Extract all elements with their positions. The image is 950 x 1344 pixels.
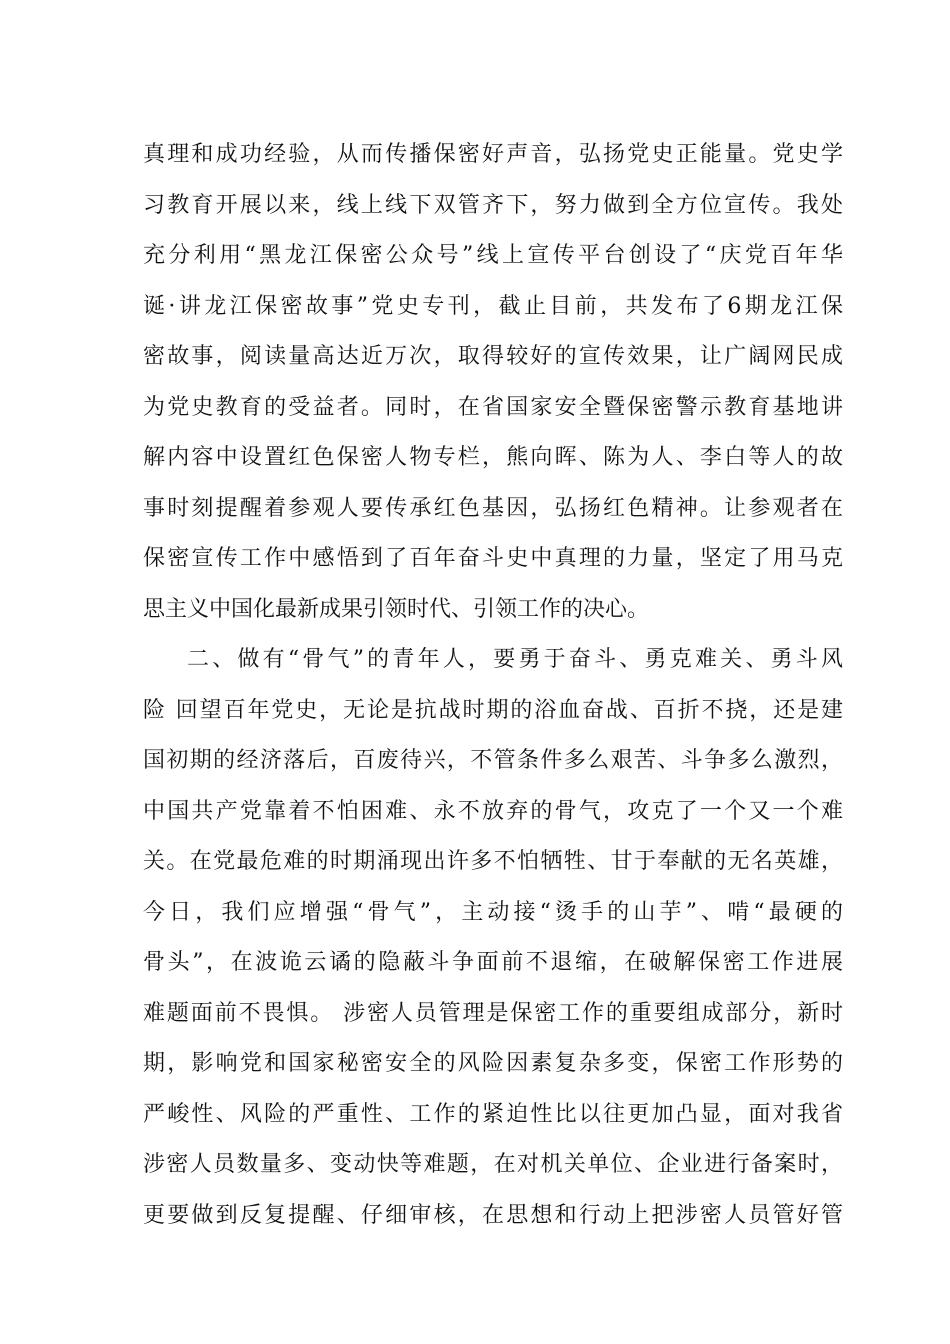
text-line: 骨头”，在波诡云谲的隐蔽斗争面前不退缩，在破解保密工作进展 [143,950,843,975]
text-line: 充分利用“黑龙江保密公众号”线上宣传平台创设了“庆党百年华 [143,243,843,268]
text-line: 中国共产党靠着不怕困难、永不放弃的骨气，攻克了一个又一个难 [143,798,843,824]
text-line: 习教育开展以来，线上线下双管齐下，努力做到全方位宣传。我处 [143,192,843,218]
text-line: 严峻性、风险的严重性、工作的紧迫性比以往更加凸显，面对我省 [143,1101,843,1127]
text-line: 期，影响党和国家秘密安全的风险因素复杂多变，保密工作形势的 [143,1051,843,1076]
text-line: 今日，我们应增强“骨气”，主动接“烫手的山芋”、啃“最硬的 [143,899,843,925]
text-line: 保密宣传工作中感悟到了百年奋斗史中真理的力量，坚定了用马克 [143,546,843,571]
text-line: 涉密人员数量多、变动快等难题，在对机关单位、企业进行备案时， [143,1152,843,1177]
section-heading-line: 二、做有“骨气”的青年人，要勇于奋斗、勇克难关、勇斗风 [187,647,843,672]
text-line: 事时刻提醒着参观人要传承红色基因，弘扬红色精神。让参观者在 [143,495,843,521]
text-line: 更要做到反复提醒、仔细审核，在思想和行动上把涉密人员管好管 [143,1202,843,1228]
text-line: 密故事，阅读量高达近万次，取得较好的宣传效果，让广阔网民成 [143,344,843,369]
text-line: 诞·讲龙江保密故事”党史专刊，截止目前，共发布了6期龙江保 [143,293,843,319]
body-text [143,130,843,1241]
text-line: 关。在党最危难的时期涌现出许多不怕牺牲、甘于奉献的无名英雄， [143,849,843,874]
text-line: 思主义中国化最新成果引领时代、引领工作的决心。 [143,596,650,622]
text-line: 险 回望百年党史，无论是抗战时期的浴血奋战、百折不挠，还是建 [143,697,843,723]
text-line: 为党史教育的受益者。同时，在省国家安全暨保密警示教育基地讲 [143,394,843,420]
text-line: 难题面前不畏惧。 涉密人员管理是保密工作的重要组成部分，新时 [143,1000,843,1026]
text-line: 国初期的经济落后，百废待兴，不管条件多么艰苦、斗争多么激烈， [143,748,843,773]
text-line: 真理和成功经验，从而传播保密好声音，弘扬党史正能量。党史学 [143,142,843,167]
text-line: 解内容中设置红色保密人物专栏，熊向晖、陈为人、李白等人的故 [143,445,843,470]
